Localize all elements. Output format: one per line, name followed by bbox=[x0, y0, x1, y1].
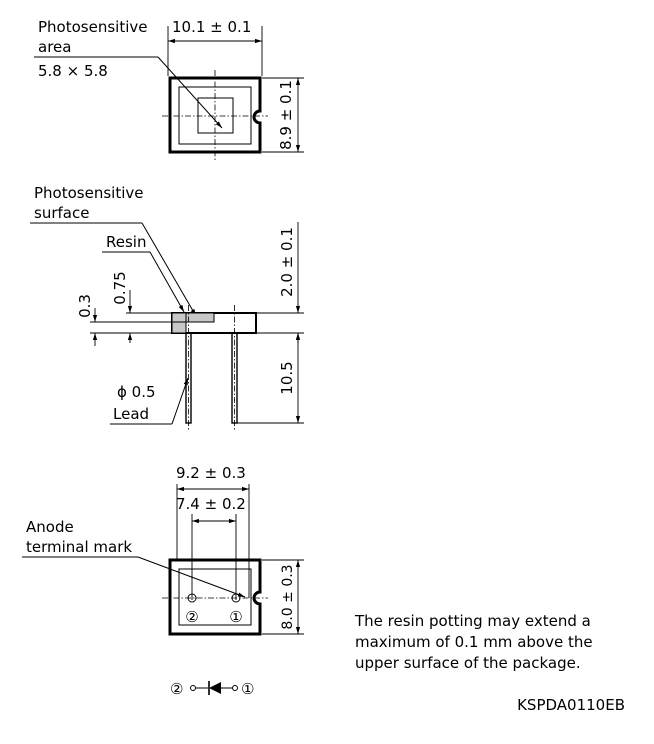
photosensitive-surface-label-line2: surface bbox=[34, 204, 90, 222]
resin-leader-line bbox=[150, 252, 184, 312]
dimension-0-75: 0.75 bbox=[111, 271, 129, 305]
pin-1-number: ① bbox=[229, 608, 243, 626]
anode-mark-label-line1: Anode bbox=[26, 518, 74, 536]
note-line-2: maximum of 0.1 mm above the bbox=[355, 633, 593, 651]
photosensitive-area-label-line2: area bbox=[38, 38, 72, 56]
side-view bbox=[30, 184, 304, 430]
anode-leader-line bbox=[138, 557, 245, 597]
circuit-pin-2: ② bbox=[170, 680, 184, 698]
bottom-outer-dimension: 9.2 ± 0.3 bbox=[176, 464, 246, 482]
drawing-code: KSPDA0110EB bbox=[517, 696, 625, 714]
anode-mark-label-line2: terminal mark bbox=[26, 538, 133, 556]
bottom-package-outline bbox=[170, 560, 260, 634]
resin-potting-top bbox=[186, 313, 214, 322]
circuit-pin-1: ① bbox=[241, 680, 255, 698]
lead-diameter-label: ϕ 0.5 bbox=[117, 383, 156, 401]
resin-potting-left bbox=[172, 313, 186, 333]
note-line-1: The resin potting may extend a bbox=[355, 612, 591, 630]
lead-label: Lead bbox=[113, 405, 150, 423]
photosensitive-area-size: 5.8 × 5.8 bbox=[38, 62, 108, 80]
side-height-dimension: 2.0 ± 0.1 bbox=[278, 227, 296, 297]
bottom-height-dimension: 8.0 ± 0.3 bbox=[280, 564, 296, 630]
top-view bbox=[34, 18, 304, 160]
circuit-terminal-2 bbox=[191, 686, 196, 691]
photosensitive-area-label-line1: Photosensitive bbox=[38, 18, 148, 36]
pin-2-number: ② bbox=[185, 608, 199, 626]
lead-length-dimension: 10.5 bbox=[278, 361, 296, 395]
surface-leader-line bbox=[142, 223, 196, 316]
resin-label: Resin bbox=[106, 233, 147, 251]
top-height-dimension: 8.9 ± 0.1 bbox=[277, 80, 295, 150]
dimension-0-3: 0.3 bbox=[76, 294, 94, 318]
bottom-view bbox=[22, 464, 304, 634]
circuit-terminal-1 bbox=[233, 686, 238, 691]
photosensitive-area-square bbox=[198, 98, 233, 133]
diode-triangle bbox=[209, 682, 221, 694]
note-line-3: upper surface of the package. bbox=[355, 654, 581, 672]
top-width-dimension: 10.1 ± 0.1 bbox=[172, 18, 252, 36]
diode-circuit-symbol bbox=[170, 680, 254, 698]
bottom-inner-dimension: 7.4 ± 0.2 bbox=[176, 495, 246, 513]
photosensitive-surface-label-line1: Photosensitive bbox=[34, 184, 144, 202]
resin-note bbox=[354, 612, 593, 672]
